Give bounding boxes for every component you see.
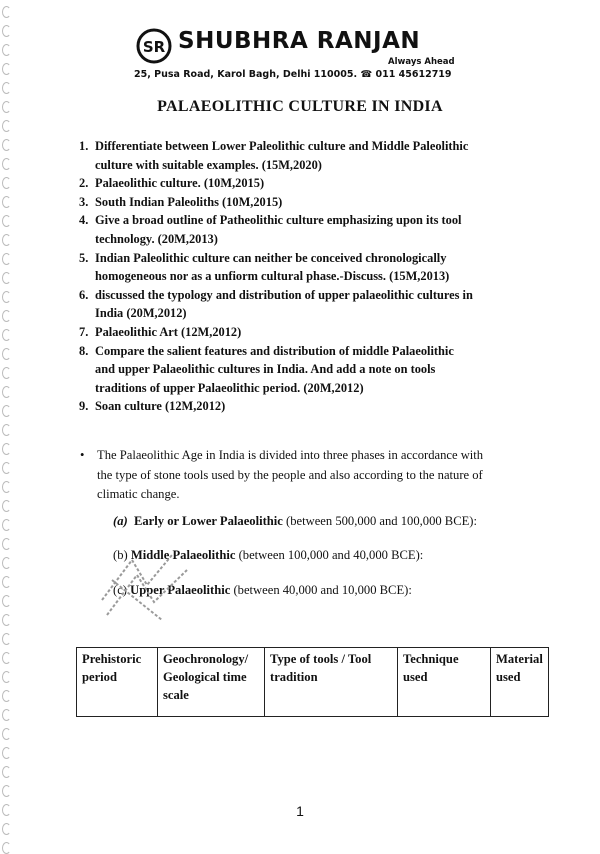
binder-holes	[0, 0, 14, 848]
header-line: Prehistoric	[82, 652, 142, 666]
question-line: Soan culture (12M,2012)	[95, 399, 226, 414]
binder-hole	[2, 747, 11, 759]
question-line: Give a broad outline of Patheolithic culture emphasizing upon its tool	[95, 213, 462, 228]
bullet-icon: •	[80, 448, 85, 462]
question-line: and upper Palaeolithic cultures in India. And add a note on tools	[95, 362, 436, 377]
header-line: scale	[163, 688, 189, 702]
binder-hole	[2, 253, 11, 265]
question-line: Indian Paleolithic culture can neither be conceived chronologically	[95, 250, 447, 265]
header-line: Geochronology/	[163, 652, 249, 666]
brand-tagline: Always Ahead	[388, 57, 455, 67]
header-line: tradition	[270, 670, 318, 684]
question-line: Palaeolithic culture. (10M,2015)	[95, 176, 265, 191]
header-tool-type	[265, 648, 398, 717]
tools-table	[76, 647, 549, 717]
question-item	[79, 174, 529, 193]
binder-hole	[2, 386, 11, 398]
question-number: 7.	[79, 324, 89, 339]
binder-hole	[2, 291, 11, 303]
phase-range: (between 100,000 and 40,000 BCE):	[235, 548, 424, 562]
header-geochronology	[158, 648, 265, 717]
phase-early	[113, 514, 477, 529]
question-line: traditions of upper Palaeolithic period. (20M,2012)	[95, 380, 364, 395]
binder-hole	[2, 158, 11, 170]
header-line: used	[496, 670, 521, 684]
header-line: Type of tools / Tool	[270, 652, 372, 666]
binder-hole	[2, 519, 11, 531]
header-line: Geological time	[163, 670, 247, 684]
binder-hole	[2, 690, 11, 702]
question-line: Differentiate between Lower Paleolithic culture and Middle Paleolithic	[95, 139, 469, 153]
phase-name: Upper Palaeolithic	[130, 583, 231, 597]
binder-hole	[2, 614, 11, 626]
intro-paragraph	[80, 446, 540, 505]
binder-hole	[2, 652, 11, 664]
question-item	[79, 342, 529, 398]
question-line: technology. (20M,2013)	[95, 231, 218, 246]
binder-hole	[2, 310, 11, 322]
question-line: culture with suitable examples. (15M,2020)	[95, 157, 322, 172]
phase-label: (c)	[113, 583, 127, 597]
question-line: South Indian Paleoliths (10M,2015)	[95, 194, 283, 209]
question-list	[79, 137, 529, 416]
question-item	[79, 193, 529, 212]
question-item	[79, 323, 529, 342]
binder-hole	[2, 481, 11, 493]
binder-hole	[2, 215, 11, 227]
binder-hole	[2, 633, 11, 645]
phase-name: Early or Lower Palaeolithic	[133, 514, 283, 528]
phase-label: (a)	[113, 514, 128, 528]
binder-hole	[2, 462, 11, 474]
binder-hole	[2, 177, 11, 189]
binder-hole	[2, 120, 11, 132]
question-item	[79, 137, 529, 174]
binder-hole	[2, 728, 11, 740]
binder-hole	[2, 234, 11, 246]
header-line: Material	[496, 652, 543, 666]
binder-hole	[2, 785, 11, 797]
binder-hole	[2, 538, 11, 550]
phase-name: Middle Palaeolithic	[130, 548, 236, 562]
question-number: 1.	[79, 139, 89, 153]
shubhra-ranjan-logo	[136, 28, 172, 64]
phase-range: (between 40,000 and 10,000 BCE):	[230, 583, 412, 597]
header-material	[491, 648, 549, 717]
binder-hole	[2, 405, 11, 417]
binder-hole	[2, 671, 11, 683]
binder-hole	[2, 6, 11, 18]
table-header-row	[77, 648, 549, 717]
binder-hole	[2, 500, 11, 512]
question-line: Palaeolithic Art (12M,2012)	[95, 324, 242, 339]
header-line: used	[403, 670, 428, 684]
brand-address: 25, Pusa Road, Karol Bagh, Delhi 110005. ☎ 011 45612719	[134, 69, 452, 80]
question-line: Compare the salient features and distribution of middle Palaeolithic	[95, 343, 454, 358]
binder-hole	[2, 766, 11, 778]
question-number: 8.	[79, 343, 89, 358]
question-number: 6.	[79, 287, 89, 302]
binder-hole	[2, 367, 11, 379]
binder-hole	[2, 139, 11, 151]
question-item	[79, 286, 529, 323]
brand-name: SHUBHRA RANJAN	[178, 28, 421, 54]
binder-hole	[2, 576, 11, 588]
binder-hole	[2, 348, 11, 360]
header-technique	[398, 648, 491, 717]
binder-hole	[2, 709, 11, 721]
question-number: 2.	[79, 176, 89, 191]
binder-hole	[2, 842, 11, 854]
header-line: period	[82, 670, 117, 684]
intro-line: climatic change.	[97, 487, 180, 501]
page-number: 1	[296, 803, 304, 819]
question-number: 4.	[79, 213, 89, 228]
question-number: 9.	[79, 399, 89, 414]
question-number: 3.	[79, 194, 89, 209]
binder-hole	[2, 272, 11, 284]
intro-line: the type of stone tools used by the people and also according to the nature of	[97, 467, 483, 482]
question-line: India (20M,2012)	[95, 306, 187, 321]
watermark-logo	[92, 540, 202, 630]
page-title: PALAEOLITHIC CULTURE IN INDIA	[157, 98, 443, 115]
header-prehistoric-period	[77, 648, 158, 717]
binder-hole	[2, 443, 11, 455]
letterhead	[0, 24, 600, 94]
phase-label: (b)	[113, 548, 128, 562]
binder-hole	[2, 196, 11, 208]
question-item	[79, 397, 529, 416]
question-line: homogeneous nor as a unfiorm cultural phase.-Discuss. (15M,2013)	[95, 269, 450, 284]
question-item	[79, 211, 529, 248]
binder-hole	[2, 595, 11, 607]
binder-hole	[2, 557, 11, 569]
question-item	[79, 249, 529, 286]
logo-letters: SR	[142, 38, 166, 56]
question-line: discussed the typology and distribution of upper palaeolithic cultures in	[95, 287, 473, 302]
phase-range: (between 500,000 and 100,000 BCE):	[282, 514, 477, 528]
binder-hole	[2, 424, 11, 436]
header-line: Technique	[403, 652, 459, 666]
binder-hole	[2, 329, 11, 341]
intro-line: The Palaeolithic Age in India is divided into three phases in accordance with	[97, 448, 484, 462]
binder-hole	[2, 823, 11, 835]
question-number: 5.	[79, 250, 89, 265]
